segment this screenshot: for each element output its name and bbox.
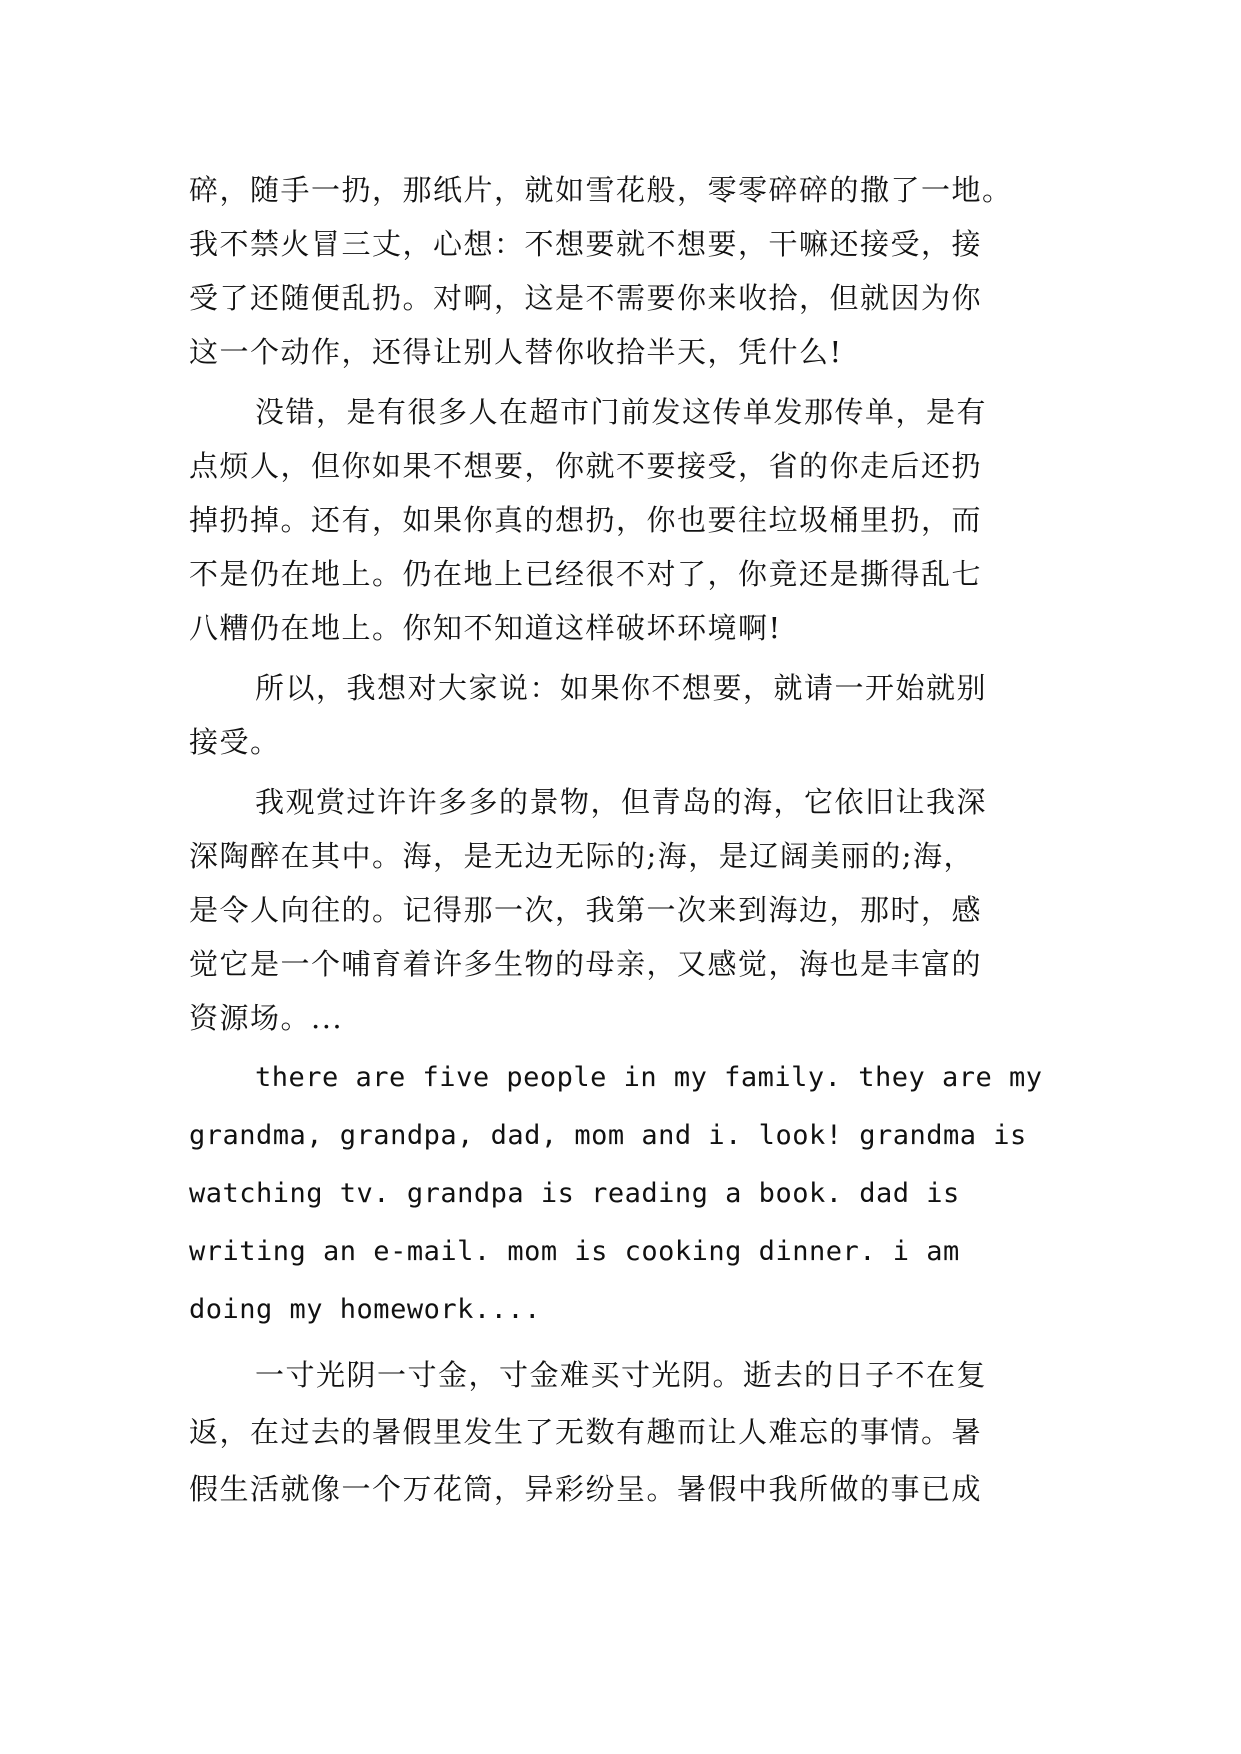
text-line: watching tv. grandpa is reading a book. dad is <box>189 1178 960 1209</box>
paragraph-first-line: 所以，我想对大家说：如果你不想要，就请一开始就别 <box>255 671 988 705</box>
text-line: 受了还随便乱扔。对啊，这是不需要你来收拾，但就因为你 <box>189 281 983 315</box>
text-line: writing an e-mail. mom is cooking dinner. i am <box>189 1236 960 1267</box>
text-line: 假生活就像一个万花筒，异彩纷呈。暑假中我所做的事已成 <box>189 1472 983 1506</box>
text-line: 碎，随手一扔，那纸片，就如雪花般，零零碎碎的撒了一地。 <box>189 173 1013 207</box>
text-line: 不是仍在地上。仍在地上已经很不对了，你竟还是撕得乱七 <box>189 557 983 591</box>
text-line: 八糟仍在地上。你知不知道这样破坏环境啊! <box>189 611 782 645</box>
paragraph-first-line: 没错，是有很多人在超市门前发这传单发那传单，是有 <box>255 395 988 429</box>
text-line: 掉扔掉。还有，如果你真的想扔，你也要往垃圾桶里扔，而 <box>189 503 983 537</box>
text-line: 点烦人，但你如果不想要，你就不要接受，省的你走后还扔 <box>189 449 983 483</box>
paragraph-first-line: 一寸光阴一寸金，寸金难买寸光阴。逝去的日子不在复 <box>255 1358 988 1392</box>
text-line: 资源场。... <box>189 1001 344 1035</box>
text-line: 返，在过去的暑假里发生了无数有趣而让人难忘的事情。暑 <box>189 1415 983 1449</box>
text-line: doing my homework.... <box>189 1294 541 1325</box>
text-line: grandma, grandpa, dad, mom and i. look! grandma is <box>189 1120 1027 1151</box>
text-line: 我不禁火冒三丈，心想：不想要就不想要，干嘛还接受，接 <box>189 227 983 261</box>
text-line: 深陶醉在其中。海，是无边无际的;海，是辽阔美丽的;海， <box>189 839 975 873</box>
text-line: 这一个动作，还得让别人替你收拾半天，凭什么! <box>189 335 843 369</box>
text-line: 接受。 <box>189 725 281 759</box>
paragraph-first-line: 我观赏过许许多多的景物，但青岛的海，它依旧让我深 <box>255 785 988 819</box>
text-line: 觉它是一个哺育着许多生物的母亲，又感觉，海也是丰富的 <box>189 947 983 981</box>
text-line: 是令人向往的。记得那一次，我第一次来到海边，那时，感 <box>189 893 983 927</box>
paragraph-first-line: there are five people in my family. they are my <box>255 1062 1043 1093</box>
